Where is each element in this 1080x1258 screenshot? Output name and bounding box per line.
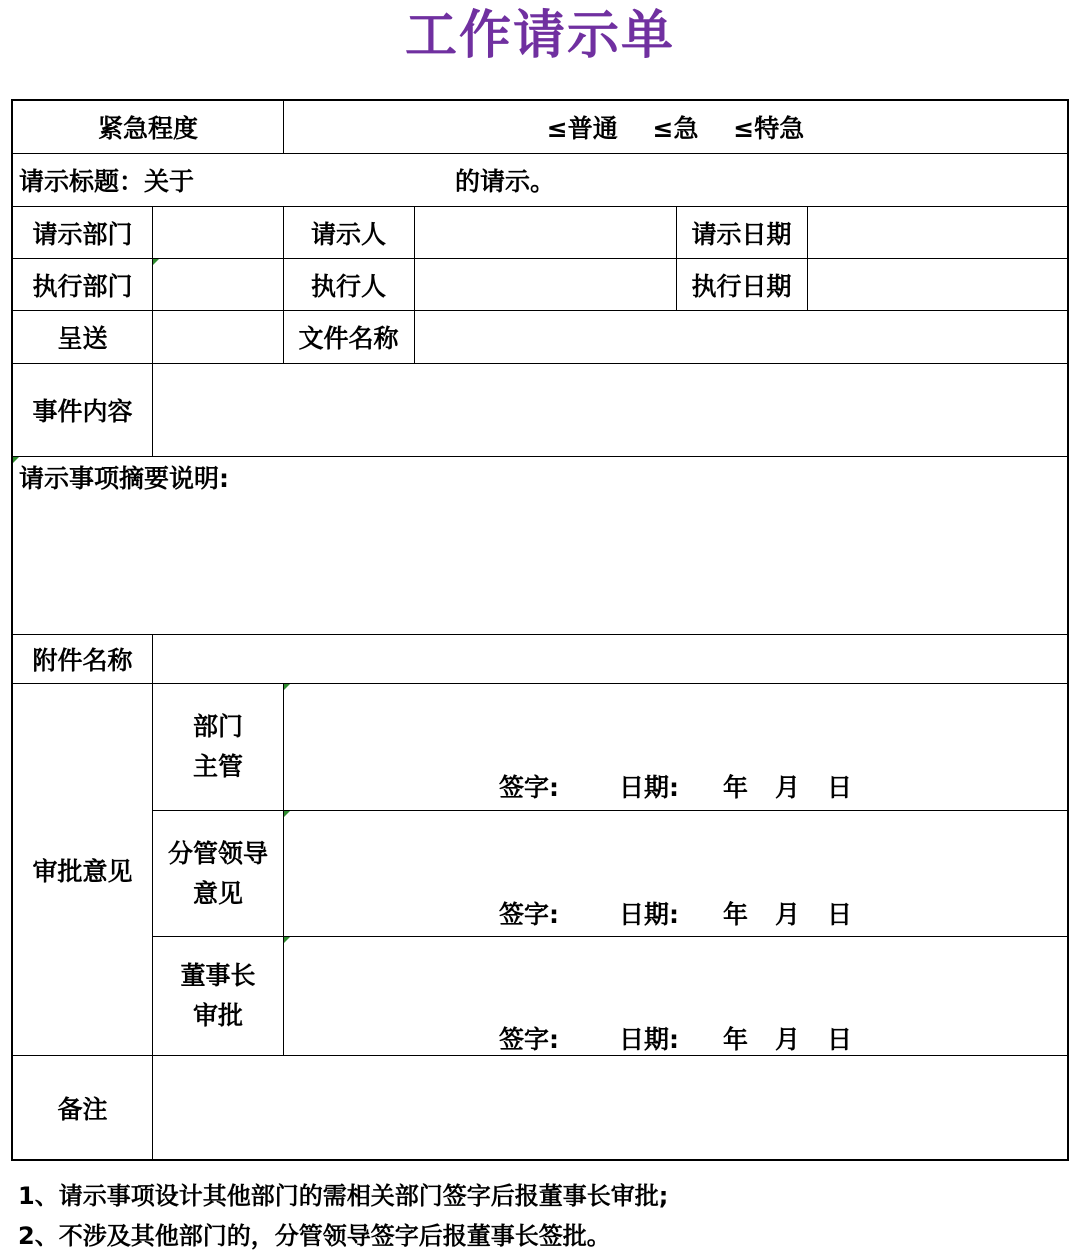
event-content-label: 事件内容 [32, 397, 133, 426]
executor-label: 执行人 [310, 271, 386, 301]
summary-label: 请示事项摘要说明: [19, 464, 229, 493]
vp-line2: 意见 [192, 878, 243, 908]
day-label: 日 [827, 773, 853, 802]
month-label: 月 [775, 1025, 801, 1054]
chair-label [153, 937, 283, 1055]
comment-marker [284, 684, 290, 690]
col-divider [807, 206, 808, 310]
year-label: 年 [723, 1025, 749, 1054]
day-label: 日 [827, 1025, 853, 1054]
row-divider [13, 363, 1067, 364]
sign-label: 签字: [499, 773, 559, 802]
chair-line2: 审批 [192, 1001, 243, 1030]
row-divider [13, 258, 1067, 259]
comment-marker [153, 259, 159, 265]
vp-line1: 分管领导 [167, 838, 268, 868]
exec-date-label: 执行日期 [691, 271, 792, 301]
date-label: 日期: [619, 1025, 679, 1054]
sign-label: 签字: [499, 1025, 559, 1054]
month-label: 月 [775, 900, 801, 929]
row-divider [13, 634, 1067, 635]
comment-marker [284, 937, 290, 943]
requester-label: 请示人 [310, 219, 386, 249]
urgency-options[interactable]: ≤普通 ≤急 ≤特急 [546, 114, 805, 143]
doc-name-label: 文件名称 [298, 324, 399, 353]
chair-line1: 董事长 [180, 961, 256, 990]
row-divider [13, 206, 1067, 207]
request-date-label: 请示日期 [691, 219, 792, 249]
year-label: 年 [723, 773, 749, 802]
exec-dept-label: 执行部门 [32, 271, 133, 301]
page-title: 工作请示单 [404, 6, 675, 66]
note-2: 2、不涉及其他部门的，分管领导签字后报董事长签批。 [18, 1222, 611, 1250]
request-form-table [11, 99, 1069, 1161]
col-divider [152, 206, 153, 456]
submit-to-label: 呈送 [57, 324, 108, 353]
subject-suffix: 的请示。 [455, 167, 556, 196]
request-dept-label: 请示部门 [32, 219, 133, 249]
dept-head-line1: 部门 [192, 712, 243, 741]
note-1: 1、请示事项设计其他部门的需相关部门签字后报董事长审批; [18, 1182, 669, 1210]
dept-head-line2: 主管 [192, 752, 243, 781]
comment-marker [284, 811, 290, 817]
day-label: 日 [827, 900, 853, 929]
approval-label: 审批意见 [32, 856, 133, 886]
col-divider [283, 683, 284, 1055]
subject-label: 请示标题：关于 [19, 167, 195, 196]
sign-label: 签字: [499, 900, 559, 929]
date-label: 日期: [619, 773, 679, 802]
month-label: 月 [775, 773, 801, 802]
attachment-label: 附件名称 [32, 646, 133, 675]
col-divider [414, 206, 415, 363]
row-divider [13, 310, 1067, 311]
urgency-label: 紧急程度 [97, 114, 198, 143]
remarks-label: 备注 [57, 1094, 108, 1124]
date-label: 日期: [619, 900, 679, 929]
vp-label [153, 811, 283, 936]
dept-head-label [153, 684, 283, 810]
year-label: 年 [723, 900, 749, 929]
